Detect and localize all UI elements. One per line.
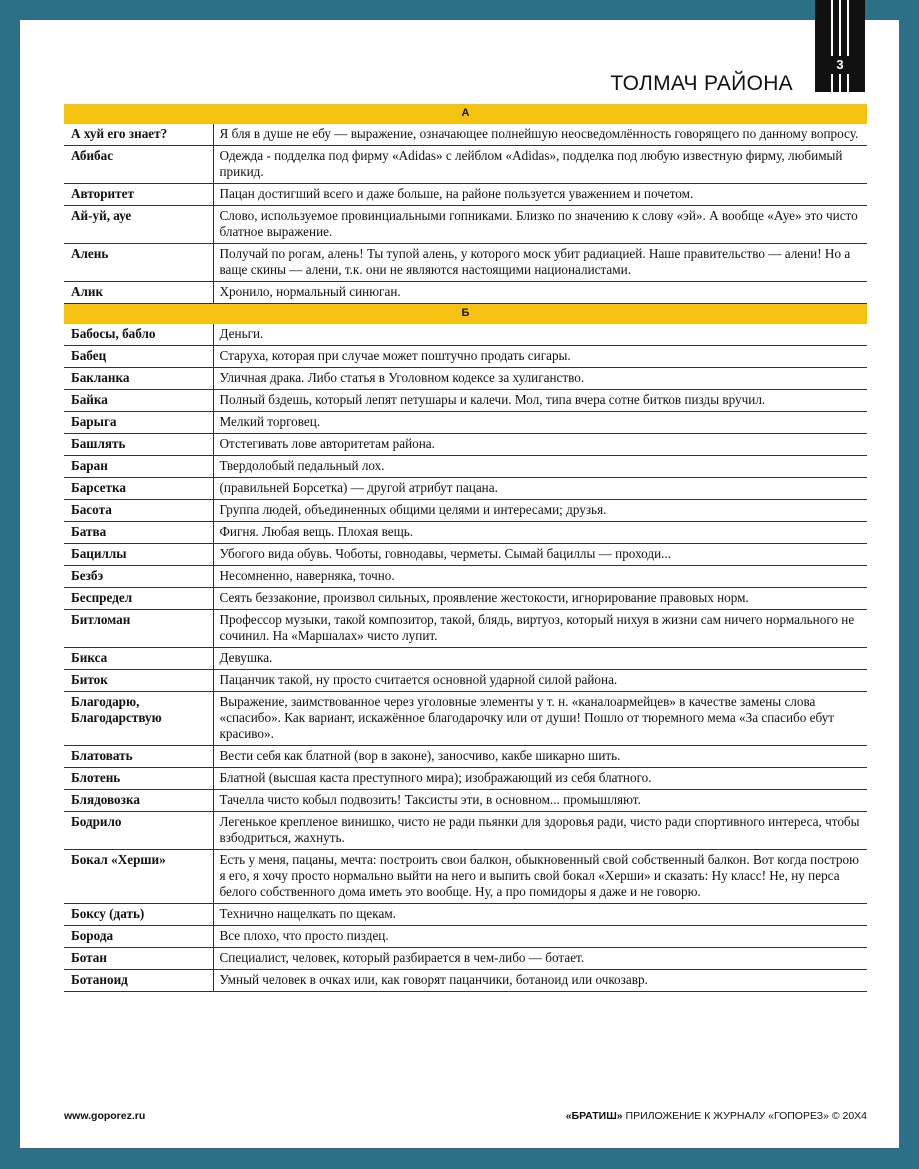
- glossary-row: [64, 566, 867, 588]
- term: Бокал «Херши»: [64, 850, 213, 904]
- glossary-row: [64, 790, 867, 812]
- glossary-row: [64, 970, 867, 992]
- term: Бодрило: [64, 812, 213, 850]
- glossary-table: [64, 104, 867, 992]
- footer-credit: [566, 1110, 867, 1122]
- term: Барсетка: [64, 478, 213, 500]
- glossary-row: [64, 456, 867, 478]
- definition: Специалист, человек, который разбирается в чем-либо — ботает.: [213, 948, 867, 970]
- glossary-row: [64, 926, 867, 948]
- glossary-row: [64, 434, 867, 456]
- definition: Вести себя как блатной (вор в законе), заносчиво, какбе шикарно шить.: [213, 746, 867, 768]
- page-title: ТОЛМАЧ РАЙОНА: [610, 72, 793, 95]
- definition: Пацанчик такой, ну просто считается основной ударной силой района.: [213, 670, 867, 692]
- term: Басота: [64, 500, 213, 522]
- definition: Старуха, которая при случае может поштучно продать сигары.: [213, 346, 867, 368]
- definition: Отстегивать лове авторитетам района.: [213, 434, 867, 456]
- glossary-row: [64, 768, 867, 790]
- term: Блатовать: [64, 746, 213, 768]
- definition: Легенькое крепленое винишко, чисто не ради пьянки для здоровья ради, чисто ради спортивного интереса, чтобы взбодриться, жахнуть.: [213, 812, 867, 850]
- term: А хуй его знает?: [64, 124, 213, 146]
- definition: Деньги.: [213, 324, 867, 346]
- tab-stripe: [831, 0, 833, 92]
- glossary-row: [64, 648, 867, 670]
- definition: Я бля в душе не ебу — выражение, означающее полнейшую неосведомлённость говорящего по данному вопросу.: [213, 124, 867, 146]
- definition: Фигня. Любая вещь. Плохая вещь.: [213, 522, 867, 544]
- term: Алик: [64, 282, 213, 304]
- glossary-row: [64, 390, 867, 412]
- glossary-row: [64, 244, 867, 282]
- definition: Технично нащелкать по щекам.: [213, 904, 867, 926]
- definition: Пацан достигший всего и даже больше, на районе пользуется уважением и почетом.: [213, 184, 867, 206]
- term: Безбэ: [64, 566, 213, 588]
- term: Битломан: [64, 610, 213, 648]
- term: Борода: [64, 926, 213, 948]
- footer-brand: «БРАТИШ»: [565, 1110, 623, 1122]
- page-number-tab: [815, 0, 865, 92]
- glossary-row: [64, 522, 867, 544]
- term: Башлять: [64, 434, 213, 456]
- footer-credit-text: ПРИЛОЖЕНИЕ К ЖУРНАЛУ «ГОПОРЕЗ» © 20Х4: [622, 1110, 867, 1122]
- definition: Одежда - подделка под фирму «Adidas» с лейблом «Adidas», подделка под любую известную фирму, любимый прикид.: [213, 146, 867, 184]
- section-header: [64, 104, 867, 124]
- glossary-row: [64, 904, 867, 926]
- glossary-row: [64, 184, 867, 206]
- definition: Убогого вида обувь. Чоботы, говнодавы, черметы. Сымай бациллы — проходи...: [213, 544, 867, 566]
- definition: Получай по рогам, алень! Ты тупой алень, у которого моск убит радиацией. Наше правительство — алени! Но а ваще скины — алени, т.к. они не являются настоящими националистами.: [213, 244, 867, 282]
- definition: Есть у меня, пацаны, мечта: построить свои балкон, обыкновенный свой собственный балкон. Вот когда построю я его, я хочу просто нормально выйти на него и выпить свой бокал «Херши» и сказать: Ну класс! Не, ну перса белого собственного дома иметь это вообще. Ну, а про помидоры я даже и не говорю.: [213, 850, 867, 904]
- definition: Профессор музыки, такой композитор, такой, блядь, виртуоз, который нихуя в жизни сам ничего нормального не сочинил. На «Маршалах» чисто лупит.: [213, 610, 867, 648]
- definition: Мелкий торговец.: [213, 412, 867, 434]
- tab-stripe: [839, 0, 841, 92]
- definition: Группа людей, объединенных общими целями и интересами; друзья.: [213, 500, 867, 522]
- term: Боксу (дать): [64, 904, 213, 926]
- glossary-row: [64, 500, 867, 522]
- glossary-row: [64, 206, 867, 244]
- term: Благодарю, Благодарствую: [64, 692, 213, 746]
- glossary-row: [64, 478, 867, 500]
- definition: Девушка.: [213, 648, 867, 670]
- term: Бакланка: [64, 368, 213, 390]
- definition: Выражение, заимствованное через уголовные элементы у т. н. «каналоармейцев» в качестве замены слова «спасибо». Как вариант, искажённое благодарочку или от души! Пошло от тюремного мема «За спасибо ебут красиво».: [213, 692, 867, 746]
- term: Биток: [64, 670, 213, 692]
- term: Баран: [64, 456, 213, 478]
- term: Бабосы, бабло: [64, 324, 213, 346]
- term: Бабец: [64, 346, 213, 368]
- section-letter: А: [64, 104, 867, 124]
- glossary-row: [64, 346, 867, 368]
- page-number: 3: [815, 56, 865, 74]
- glossary-row: [64, 412, 867, 434]
- glossary-row: [64, 368, 867, 390]
- term: Ботан: [64, 948, 213, 970]
- glossary-row: [64, 324, 867, 346]
- term: Барыга: [64, 412, 213, 434]
- definition: Все плохо, что просто пиздец.: [213, 926, 867, 948]
- glossary-row: [64, 544, 867, 566]
- glossary-row: [64, 948, 867, 970]
- glossary-row: [64, 610, 867, 648]
- term: Блядовозка: [64, 790, 213, 812]
- section-letter: Б: [64, 304, 867, 325]
- definition: Полный бздешь, который лепят петушары и калечи. Мол, типа вчера сотне битков пизды вручил.: [213, 390, 867, 412]
- term: Батва: [64, 522, 213, 544]
- glossary-row: [64, 124, 867, 146]
- glossary-row: [64, 282, 867, 304]
- definition: Уличная драка. Либо статья в Уголовном кодексе за хулиганство.: [213, 368, 867, 390]
- term: Бациллы: [64, 544, 213, 566]
- glossary-row: [64, 812, 867, 850]
- term: Блотень: [64, 768, 213, 790]
- term: Алень: [64, 244, 213, 282]
- term: Ай-уй, ауе: [64, 206, 213, 244]
- glossary-body: [64, 104, 867, 992]
- footer-website: www.goporez.ru: [64, 1110, 146, 1122]
- definition: Сеять беззаконие, произвол сильных, проявление жестокости, игнорирование правовых норм.: [213, 588, 867, 610]
- definition: Умный человек в очках или, как говорят пацанчики, ботаноид или очкозавр.: [213, 970, 867, 992]
- term: Беспредел: [64, 588, 213, 610]
- glossary-row: [64, 746, 867, 768]
- glossary-row: [64, 146, 867, 184]
- glossary-row: [64, 588, 867, 610]
- tab-stripe: [847, 0, 849, 92]
- term: Бикса: [64, 648, 213, 670]
- glossary-row: [64, 850, 867, 904]
- definition: Несомненно, наверняка, точно.: [213, 566, 867, 588]
- term: Абибас: [64, 146, 213, 184]
- glossary-row: [64, 670, 867, 692]
- definition: (правильней Борсетка) — другой атрибут пацана.: [213, 478, 867, 500]
- definition: Твердолобый педальный лох.: [213, 456, 867, 478]
- definition: Хронило, нормальный синюган.: [213, 282, 867, 304]
- term: Ботаноид: [64, 970, 213, 992]
- term: Байка: [64, 390, 213, 412]
- term: Авторитет: [64, 184, 213, 206]
- section-header: [64, 304, 867, 325]
- glossary-row: [64, 692, 867, 746]
- definition: Блатной (высшая каста преступного мира); изображающий из себя блатного.: [213, 768, 867, 790]
- definition: Тачелла чисто кобыл подвозить! Таксисты эти, в основном... промышляют.: [213, 790, 867, 812]
- definition: Слово, используемое провинциальными гопниками. Близко по значению к слову «эй». А вообще «Ауе» это чисто блатное выражение.: [213, 206, 867, 244]
